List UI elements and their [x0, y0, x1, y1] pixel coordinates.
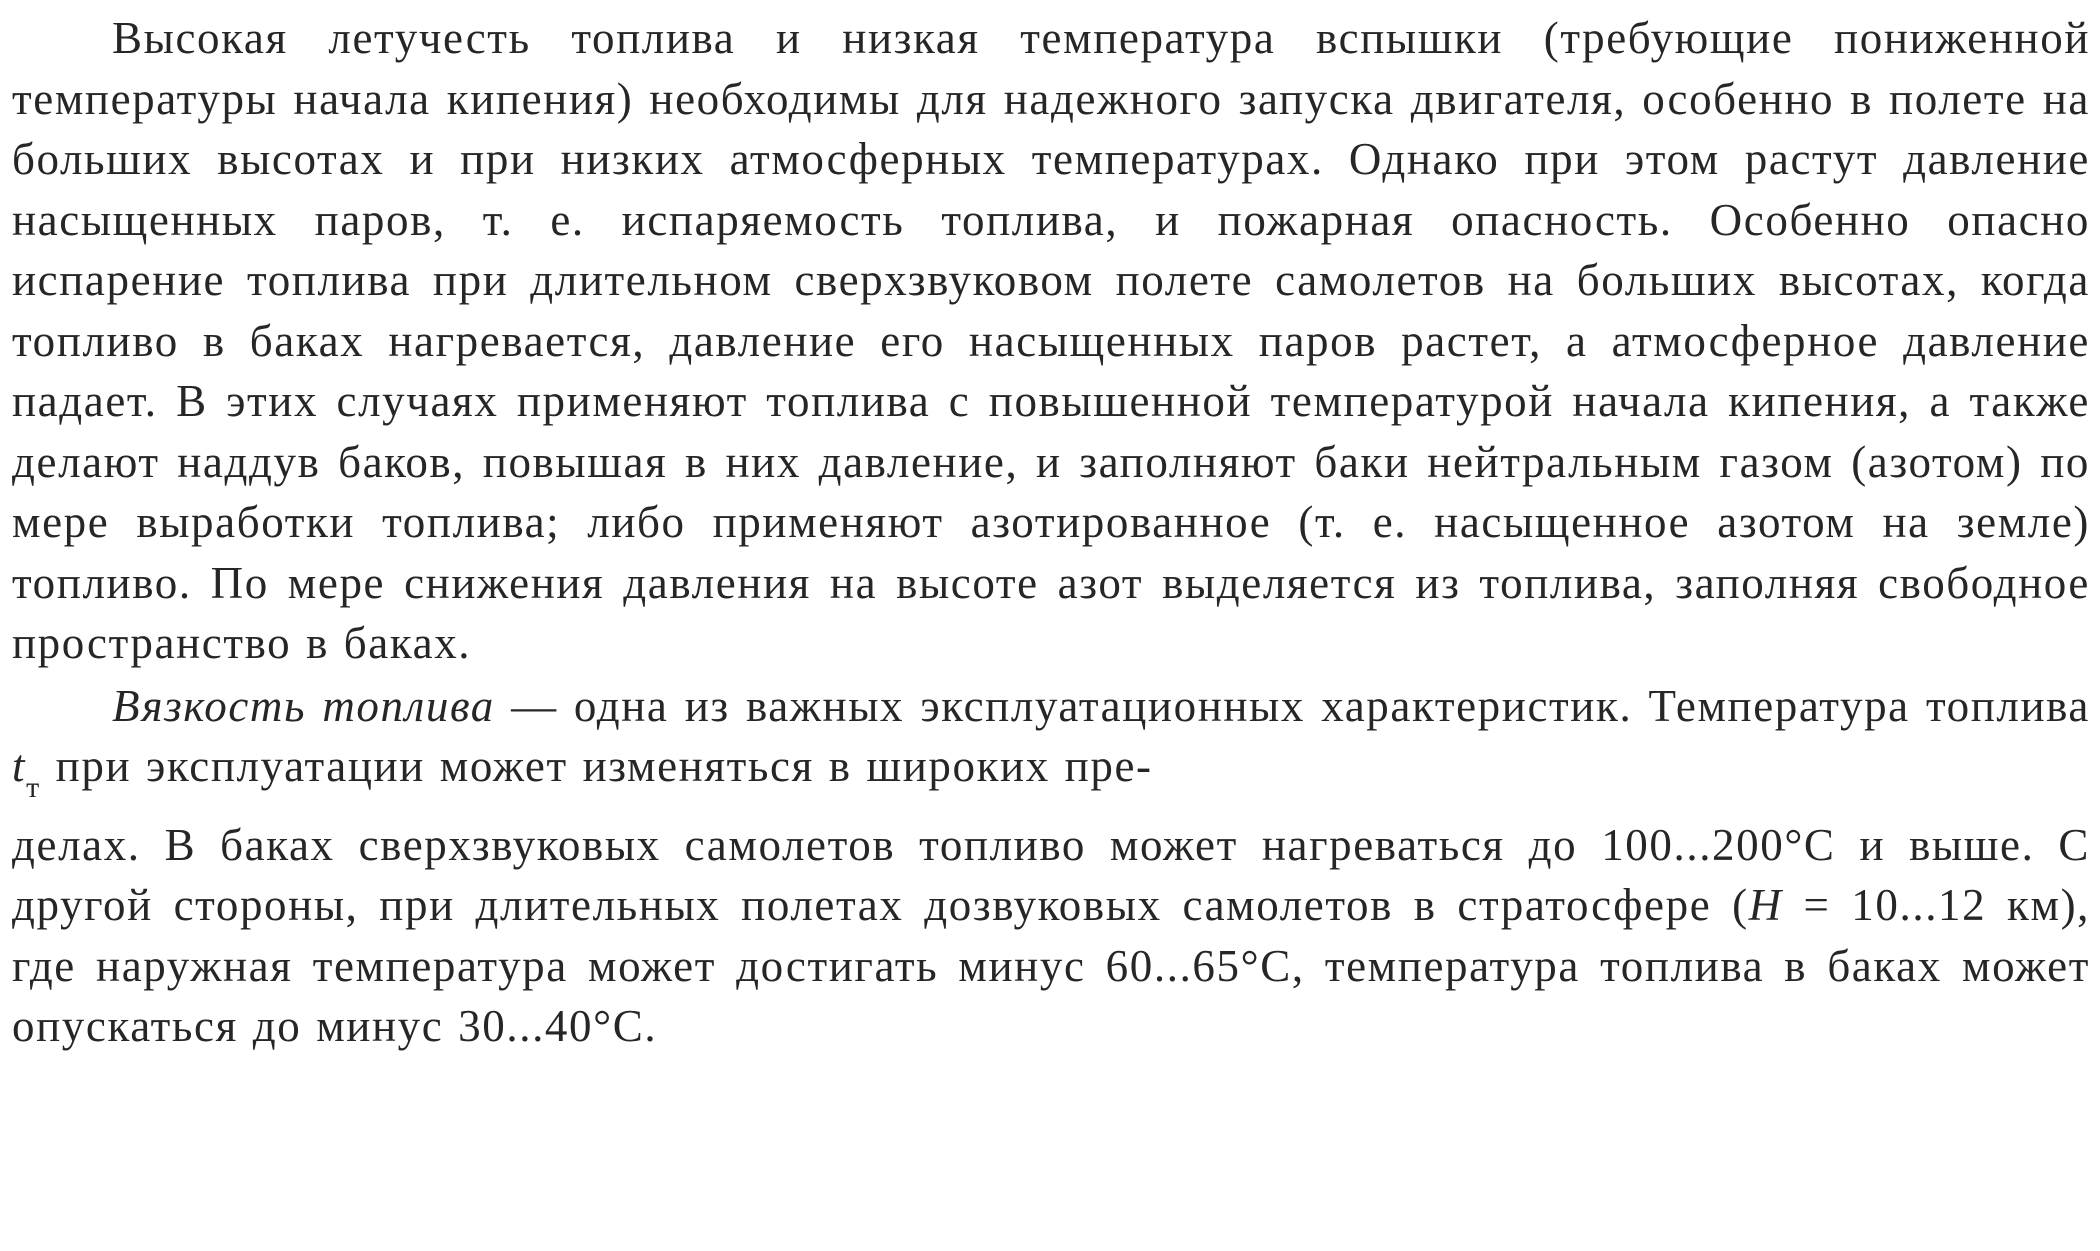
paragraph-viscosity-text-4: = 10...12 км), где наружная температура может достигать минус 60...65°С, температура топлива в баках может опускаться до минус 30...40°С.: [12, 880, 2091, 1051]
symbol-altitude: H: [1748, 880, 1783, 930]
line-gap: [12, 797, 2090, 815]
paragraph-viscosity-text-3: делах. В баках сверхзвуковых самолетов топливо может нагреваться до 100...200°С и выше. С другой стороны, при длительных полетах дозвуковых самолетов в стратосфере (: [12, 819, 2090, 930]
paragraph-volatility-text: Высокая летучесть топлива и низкая температура вспышки (требующие пониженной температуры начала кипения) необходимы для надежного запуска двигателя, особенно в полете на больших высотах и при низких атмосферных температурах. Однако при этом растут давление насыщенных паров, т. е. испаряемость топлива, и пожарная опасность. Особенно опасно испарение топлива при длительном сверхзвуковом полете самолетов на больших высотах, когда топливо в баках нагревается, давление его насыщенных паров растет, а атмосферное давление падает. В этих случаях применяют топлива с повышенной температурой начала кипения, а также делают наддув баков, повышая в них давление, и заполняют баки нейтральным газом (азотом) по мере выработки топлива; либо применяют азотированное (т. е. насыщенное азотом на земле) топливо. По мере снижения давления на высоте азот выделяется из топлива, заполняя свободное пространство в баках.: [12, 13, 2090, 668]
term-viscosity: Вязкость топлива: [112, 680, 495, 731]
symbol-fuel-temperature: t: [12, 741, 27, 791]
paragraph-viscosity-text-2: при эксплуатации может изменяться в широких пре-: [40, 741, 1153, 791]
paragraph-volatility: [12, 8, 2090, 674]
paragraph-viscosity: [12, 676, 2090, 1057]
symbol-fuel-temperature-subscript: т: [26, 771, 41, 804]
paragraph-viscosity-text-1: — одна из важных эксплуатационных характеристик. Температура топлива: [494, 680, 2090, 731]
